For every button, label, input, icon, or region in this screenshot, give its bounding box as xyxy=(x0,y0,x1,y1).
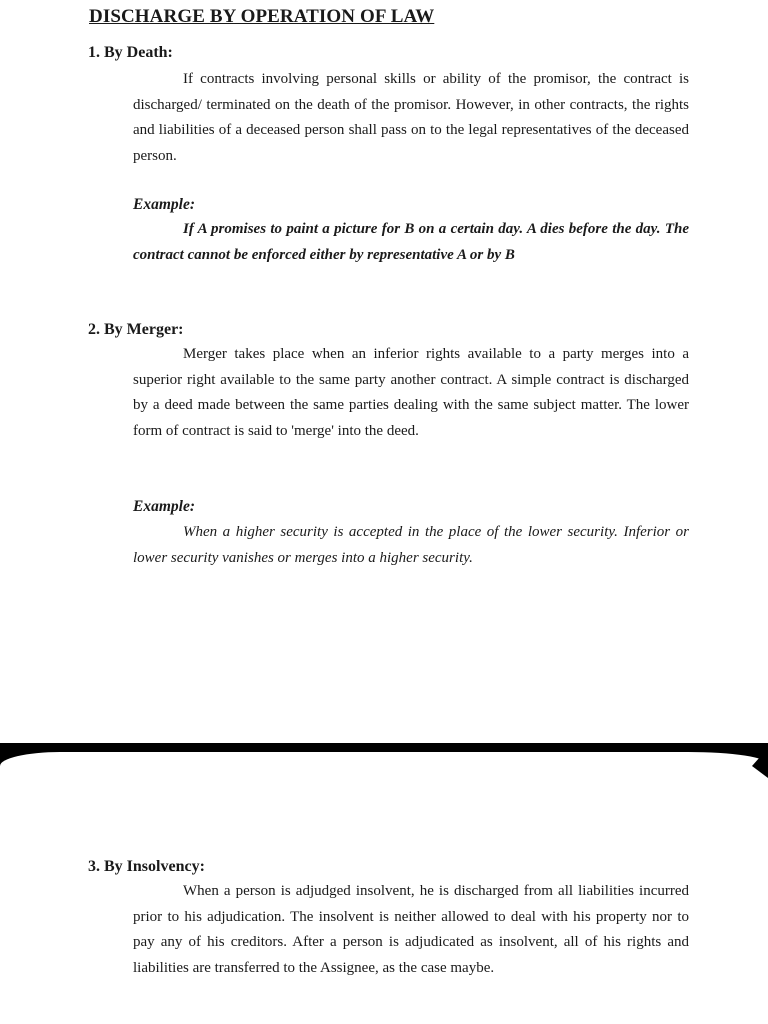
section-text-death: If contracts involving personal skills or ability of the promisor, the contract is discharged/ terminated on the death of the promisor. However, in other contracts, the rights and liabilities of a deceased person shall pass on to the legal representatives of the deceased person. xyxy=(133,71,689,164)
section-text-merger: Merger takes place when an inferior rights available to a party merges into a superior right available to the same party another contract. A simple contract is discharged by a deed made between the same parties dealing with the same subject matter. The lower form of contract is said to 'merge' into the deed. xyxy=(133,346,689,439)
page-edge-curve xyxy=(0,752,768,782)
example-text-death: If A promises to paint a picture for B on a certain day. A dies before the day. The contract cannot be enforced either by representative A or by B xyxy=(133,221,689,263)
example-label-death: Example: xyxy=(133,196,195,213)
section-text-insolvency: When a person is adjudged insolvent, he is discharged from all liabilities incurred prior to his adjudication. The insolvent is neither allowed to deal with his property nor to pay any of his creditors. After a person is adjudicated as insolvent, all of his rights and liabilities are transferred to the Assignee, as the case maybe. xyxy=(133,883,689,976)
section-heading-death: 1. By Death: xyxy=(88,44,173,61)
example-label-merger: Example: xyxy=(133,498,195,515)
section-heading-insolvency: 3. By Insolvency: xyxy=(88,858,205,875)
page-title: DISCHARGE BY OPERATION OF LAW xyxy=(89,6,435,27)
section-heading-merger: 2. By Merger: xyxy=(88,321,184,338)
example-text-merger: When a higher security is accepted in the place of the lower security. Inferior or lower security vanishes or merges into a higher security. xyxy=(133,524,689,566)
